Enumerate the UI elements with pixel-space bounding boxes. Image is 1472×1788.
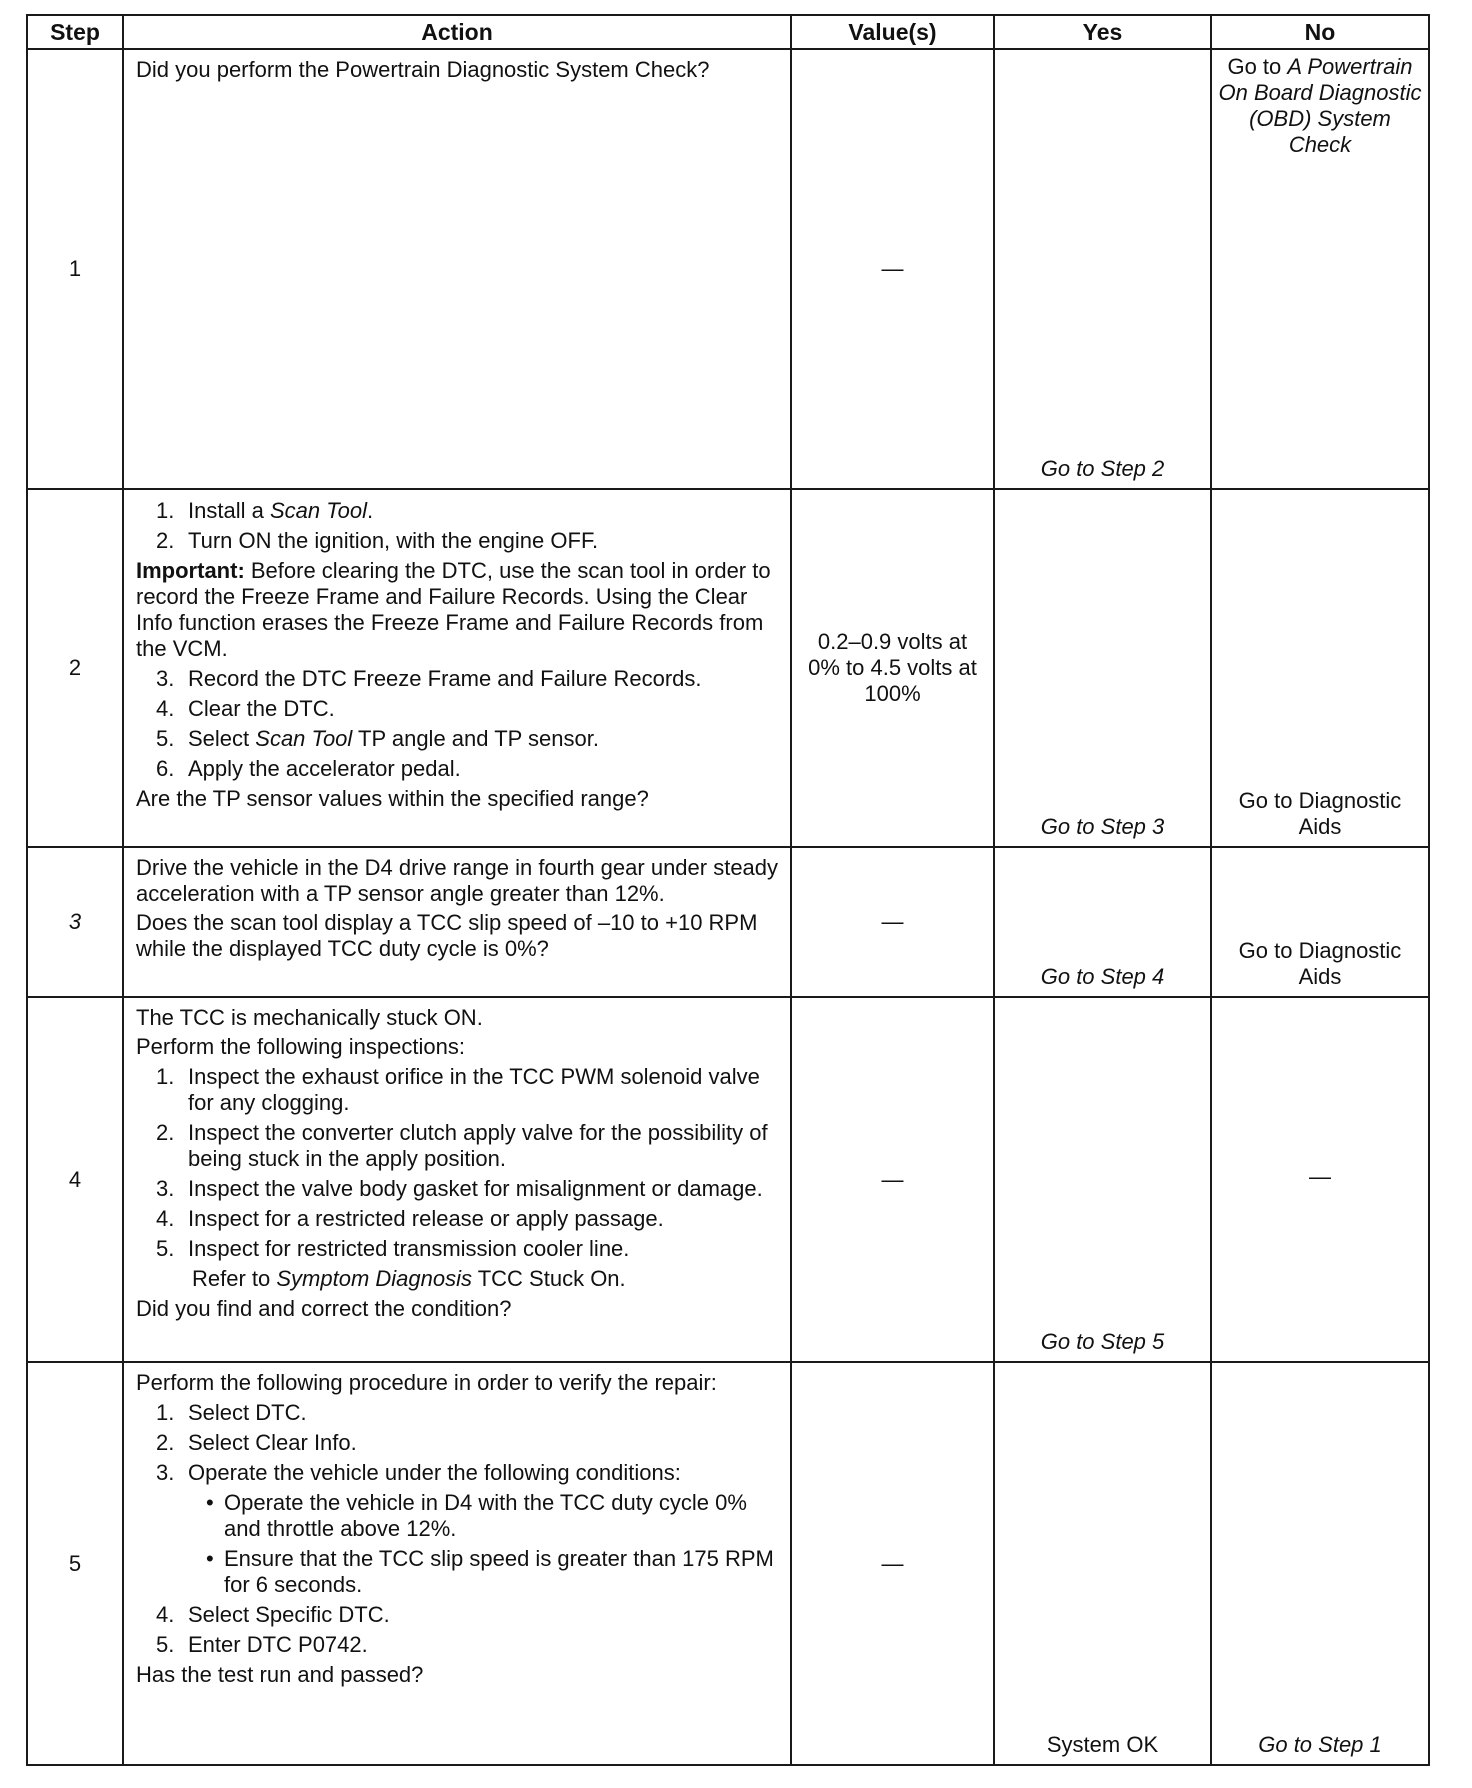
action-list <box>136 666 780 782</box>
action-question: Does the scan tool display a TCC slip speed of –10 to +10 RPM while the displayed TCC duty cycle is 0%? <box>136 910 758 961</box>
action-question: Are the TP sensor values within the specified range? <box>136 786 649 811</box>
table-row-step-1 <box>27 49 1429 489</box>
action-cell <box>123 997 791 1362</box>
list-item: 5. Enter DTC P0742. <box>156 1632 368 1657</box>
step-number: 2 <box>27 489 123 847</box>
value-cell: — <box>791 997 994 1362</box>
action-question: Has the test run and passed? <box>136 1662 424 1687</box>
list-item: 2. Turn ON the ignition, with the engine OFF. <box>156 528 599 553</box>
action-list <box>136 1064 780 1262</box>
header-step: Step <box>27 15 123 49</box>
step-number: 5 <box>27 1362 123 1765</box>
no-cell: — <box>1211 997 1429 1362</box>
step-number: 4 <box>27 997 123 1362</box>
table-row-step-5 <box>27 1362 1429 1765</box>
value-cell: — <box>791 847 994 997</box>
yes-cell: System OK <box>994 1362 1211 1765</box>
table-row-step-4 <box>27 997 1429 1362</box>
no-cell: Go to Diagnostic Aids <box>1211 847 1429 997</box>
value-cell: — <box>791 1362 994 1765</box>
list-item: 3. Inspect the valve body gasket for misalignment or damage. <box>156 1176 763 1201</box>
action-text: The TCC is mechanically stuck ON. <box>136 1005 483 1030</box>
list-item: 3. Operate the vehicle under the following conditions: <box>156 1460 681 1485</box>
list-item: 5. Inspect for restricted transmission cooler line. <box>156 1236 630 1261</box>
header-action: Action <box>123 15 791 49</box>
list-item: 4. Select Specific DTC. <box>156 1602 390 1627</box>
table-row-step-3 <box>27 847 1429 997</box>
header-values: Value(s) <box>791 15 994 49</box>
value-cell: — <box>791 49 994 489</box>
no-reference: A Powertrain On Board Diagnostic (OBD) System Check <box>1218 54 1422 157</box>
bullet-item: • Operate the vehicle in D4 with the TCC duty cycle 0% and throttle above 12%. <box>206 1490 747 1541</box>
header-no: No <box>1211 15 1429 49</box>
no-cell: Go to Diagnostic Aids <box>1211 489 1429 847</box>
yes-cell: Go to Step 3 <box>994 489 1211 847</box>
action-cell <box>123 49 791 489</box>
reference-note: Refer to Symptom Diagnosis TCC Stuck On. <box>192 1266 626 1291</box>
list-item: 2. Select Clear Info. <box>156 1430 357 1455</box>
header-yes: Yes <box>994 15 1211 49</box>
action-list <box>136 1602 780 1658</box>
action-text: Perform the following inspections: <box>136 1034 465 1059</box>
list-item: 6. Apply the accelerator pedal. <box>156 756 461 781</box>
list-item: 3. Record the DTC Freeze Frame and Failure Records. <box>156 666 702 691</box>
list-item: 1. Select DTC. <box>156 1400 307 1425</box>
list-item: 1. Install a Scan Tool. <box>156 498 374 523</box>
yes-cell: Go to Step 2 <box>994 49 1211 489</box>
list-item: 2. Inspect the converter clutch apply valve for the possibility of being stuck in the apply position. <box>156 1120 768 1171</box>
step-number: 1 <box>27 49 123 489</box>
important-note: Important: Before clearing the DTC, use the scan tool in order to record the Freeze Frame and Failure Records. Using the Clear Info function erases the Freeze Frame and Failure Records from the VCM. <box>136 558 771 661</box>
yes-cell: Go to Step 4 <box>994 847 1211 997</box>
no-cell: Go to Step 1 <box>1211 1362 1429 1765</box>
table-row-step-2 <box>27 489 1429 847</box>
action-list <box>136 498 780 554</box>
action-cell <box>123 489 791 847</box>
action-cell <box>123 1362 791 1765</box>
yes-cell: Go to Step 5 <box>994 997 1211 1362</box>
list-item: 4. Clear the DTC. <box>156 696 335 721</box>
header-row <box>27 15 1429 49</box>
list-item: 4. Inspect for a restricted release or apply passage. <box>156 1206 664 1231</box>
no-prefix: Go to <box>1227 54 1288 79</box>
no-cell <box>1211 49 1429 489</box>
action-text: Perform the following procedure in order to verify the repair: <box>136 1370 717 1395</box>
bullet-list <box>136 1490 780 1598</box>
bullet-item: • Ensure that the TCC slip speed is greater than 175 RPM for 6 seconds. <box>206 1546 774 1597</box>
value-cell: 0.2–0.9 volts at 0% to 4.5 volts at 100% <box>791 489 994 847</box>
list-item: 1. Inspect the exhaust orifice in the TCC PWM solenoid valve for any clogging. <box>156 1064 760 1115</box>
action-cell <box>123 847 791 997</box>
diagnostic-table <box>26 14 1430 1766</box>
action-question: Did you perform the Powertrain Diagnostic System Check? <box>136 57 710 82</box>
step-number: 3 <box>27 847 123 997</box>
action-question: Did you find and correct the condition? <box>136 1296 512 1321</box>
action-list <box>136 1400 780 1486</box>
list-item: 5. Select Scan Tool TP angle and TP sensor. <box>156 726 599 751</box>
action-text: Drive the vehicle in the D4 drive range in fourth gear under steady acceleration with a TP sensor angle greater than 12%. <box>136 855 779 906</box>
